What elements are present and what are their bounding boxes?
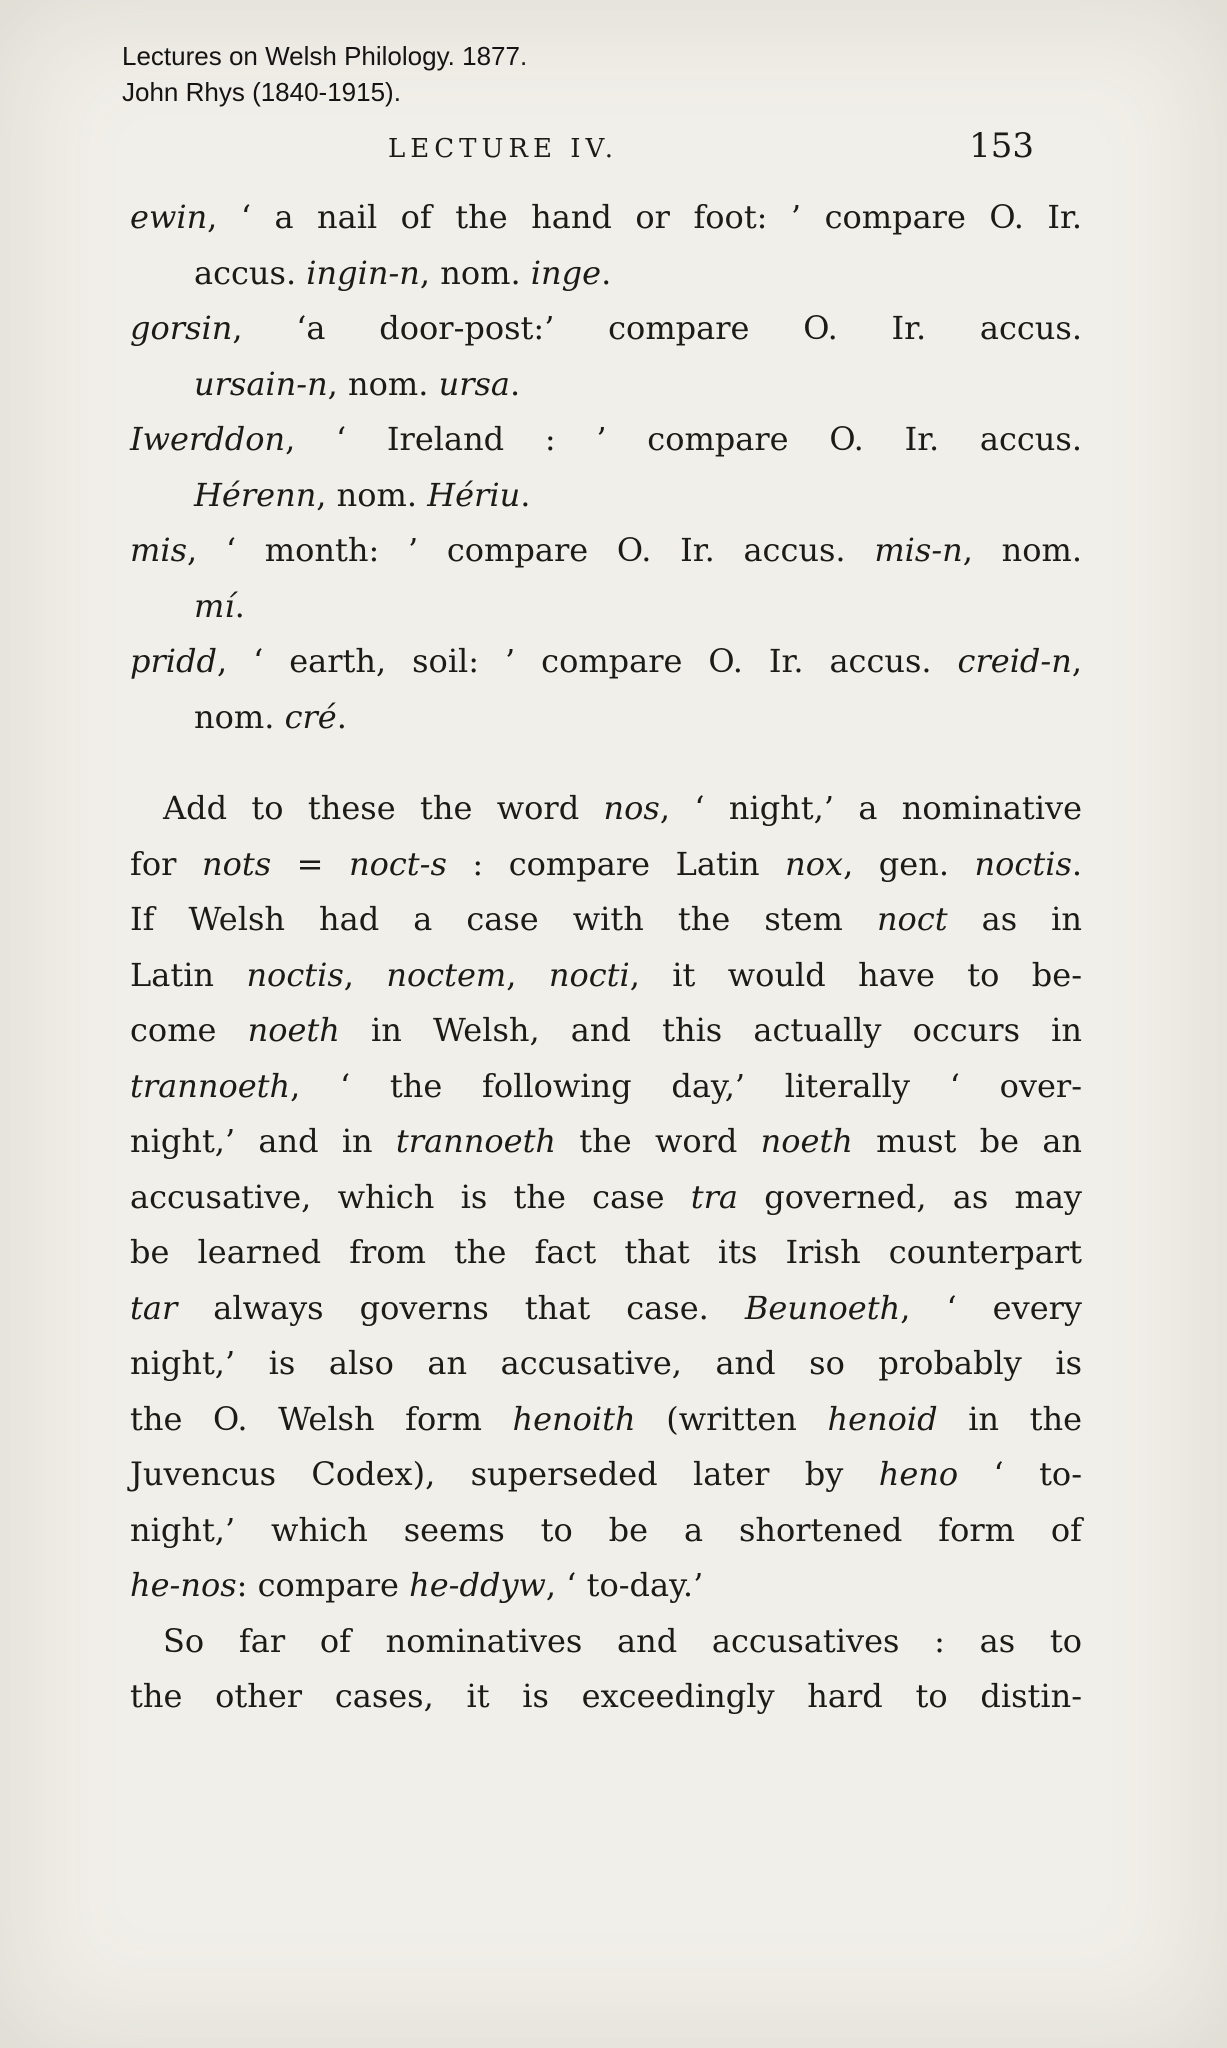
- italic-term: nots: [201, 844, 272, 883]
- text-segment: Latin: [130, 955, 247, 994]
- text-segment: .: [520, 475, 531, 514]
- text-line: [130, 190, 1082, 246]
- text-line: [130, 246, 1082, 302]
- text-line: [130, 948, 1082, 1004]
- text-line: [130, 579, 1082, 635]
- italic-term: ingin-n: [306, 253, 420, 292]
- italic-term: Hériu: [427, 475, 521, 514]
- italic-term: creid-n: [957, 642, 1072, 680]
- text-line: [130, 781, 1082, 837]
- italic-term: Iwerddon: [130, 420, 286, 458]
- italic-term: he-nos: [130, 1566, 237, 1604]
- italic-term: pridd: [130, 642, 217, 680]
- italic-term: noctis: [974, 844, 1072, 883]
- text-segment: ,: [506, 955, 549, 994]
- text-segment: So far of nominatives and accusatives : as to: [163, 1621, 1082, 1660]
- text-segment: , ‘ to-day.’: [545, 1566, 704, 1604]
- text-segment: =: [271, 844, 349, 883]
- italic-term: noctem: [386, 955, 507, 994]
- italic-term: henoith: [512, 1399, 636, 1438]
- text-segment: the O. Welsh form: [130, 1399, 513, 1438]
- italic-term: henoid: [827, 1399, 938, 1438]
- italic-term: noeth: [760, 1122, 853, 1160]
- text-line: [130, 892, 1082, 948]
- lecture-title: LECTURE IV.: [388, 134, 618, 164]
- text-line: [130, 634, 1082, 690]
- text-segment: must be an: [852, 1122, 1082, 1160]
- text-segment: : compare Latin: [446, 844, 786, 883]
- text-segment: , nom.: [316, 475, 428, 514]
- text-line: [130, 1281, 1082, 1337]
- italic-term: trannoeth: [395, 1122, 557, 1160]
- italic-term: ursain-n: [194, 364, 328, 403]
- text-line: [130, 468, 1082, 524]
- page-number: 153: [969, 126, 1034, 166]
- paragraph-gap: [130, 745, 1082, 781]
- italic-term: cré: [284, 697, 337, 736]
- text-line: [130, 357, 1082, 413]
- text-line: [130, 1503, 1082, 1559]
- annotation-line-author: John Rhys (1840-1915).: [122, 77, 401, 107]
- italic-term: heno: [878, 1455, 959, 1493]
- text-segment: .: [336, 697, 347, 736]
- text-segment: (written: [635, 1399, 828, 1438]
- text-segment: nom.: [194, 697, 285, 736]
- italic-term: Beunoeth: [744, 1288, 901, 1327]
- text-segment: , ‘ the following day,’ literally ‘ over-: [290, 1066, 1082, 1105]
- text-segment: always governs that case.: [177, 1288, 745, 1327]
- text-line: [130, 1059, 1082, 1115]
- text-segment: the other cases, it is exceedingly hard to distin-: [130, 1677, 1082, 1715]
- text-segment: If Welsh had a case with the stem: [130, 900, 877, 938]
- italic-term: trannoeth: [130, 1066, 291, 1105]
- text-segment: for: [130, 844, 202, 883]
- italic-term: gorsin: [130, 309, 233, 347]
- text-segment: come: [130, 1011, 248, 1049]
- italic-term: he-ddyw: [409, 1566, 546, 1604]
- text-segment: .: [234, 586, 245, 625]
- italic-term: mí: [194, 586, 235, 625]
- italic-term: nocti: [548, 955, 630, 994]
- italic-term: nox: [785, 844, 844, 883]
- italic-term: tar: [130, 1288, 178, 1327]
- text-segment: in Welsh, and this actually occurs in: [339, 1011, 1083, 1049]
- text-segment: , ‘ Ireland : ’ compare O. Ir. accus.: [285, 420, 1082, 458]
- italic-term: ursa: [438, 364, 510, 403]
- italic-term: mis-n: [874, 531, 963, 569]
- text-segment: the word: [556, 1122, 761, 1160]
- italic-term: ewin: [130, 198, 208, 236]
- italic-term: noct-s: [349, 844, 447, 883]
- text-segment: : compare: [236, 1566, 410, 1604]
- italic-term: noeth: [247, 1011, 340, 1049]
- text-line: [130, 1558, 1082, 1614]
- text-line: [130, 1225, 1082, 1281]
- text-line: [130, 301, 1082, 357]
- italic-term: mis: [130, 531, 187, 569]
- scan-annotation: [122, 38, 527, 110]
- italic-term: Hérenn: [194, 475, 317, 514]
- text-segment: .: [601, 253, 612, 292]
- text-segment: , ‘ a nail of the hand or foot: ’ compare O. Ir.: [207, 198, 1082, 236]
- italic-term: nos: [603, 789, 660, 827]
- text-line: [130, 1447, 1082, 1503]
- text-segment: Juvencus Codex), superseded later by: [130, 1455, 879, 1493]
- text-segment: , ‘ night,’ a nominative: [659, 789, 1083, 827]
- italic-term: noctis: [246, 955, 344, 994]
- italic-term: noct: [876, 900, 948, 938]
- text-segment: night,’ which seems to be a shortened form of: [130, 1510, 1082, 1549]
- text-segment: be learned from the fact that its Irish counterpart: [130, 1233, 1082, 1271]
- text-line: [130, 1392, 1082, 1448]
- text-segment: night,’ and in: [130, 1122, 396, 1160]
- text-line: [130, 1669, 1082, 1725]
- text-line: [130, 1003, 1082, 1059]
- text-line: [130, 1114, 1082, 1170]
- text-segment: governed, as may: [737, 1177, 1082, 1216]
- italic-term: inge: [530, 253, 602, 292]
- text-line: [130, 523, 1082, 579]
- text-segment: ,: [343, 955, 387, 994]
- text-segment: ‘ to-: [958, 1455, 1083, 1493]
- text-segment: , nom.: [962, 531, 1083, 569]
- text-segment: ,: [1071, 642, 1082, 680]
- text-segment: , ‘ earth, soil: ’ compare O. Ir. accus.: [216, 642, 958, 680]
- text-segment: in the: [937, 1399, 1083, 1438]
- text-line: [130, 1614, 1082, 1670]
- text-segment: , gen.: [843, 844, 975, 883]
- italic-term: tra: [690, 1177, 738, 1216]
- running-header: [130, 126, 1080, 176]
- text-segment: accus.: [194, 253, 307, 292]
- text-segment: , ‘ month: ’ compare O. Ir. accus.: [187, 531, 875, 569]
- text-line: [130, 1170, 1082, 1226]
- body-text: [130, 190, 1082, 1725]
- text-line: [130, 412, 1082, 468]
- text-segment: , nom.: [327, 364, 439, 403]
- text-line: [130, 837, 1082, 893]
- text-segment: , ‘ every: [900, 1288, 1082, 1327]
- text-segment: accusative, which is the case: [130, 1177, 691, 1216]
- text-segment: night,’ is also an accusative, and so probably is: [130, 1344, 1082, 1382]
- text-segment: .: [1071, 844, 1083, 883]
- text-segment: , it would have to be-: [629, 955, 1083, 994]
- text-line: [130, 1336, 1082, 1392]
- text-segment: as in: [947, 900, 1083, 938]
- annotation-line-title: Lectures on Welsh Philology. 1877.: [122, 41, 528, 71]
- text-segment: .: [509, 364, 521, 403]
- text-segment: , nom.: [419, 253, 531, 292]
- text-line: [130, 690, 1082, 746]
- text-segment: , ‘a door-post:’ compare O. Ir. accus.: [232, 309, 1082, 347]
- text-segment: Add to these the word: [163, 789, 604, 827]
